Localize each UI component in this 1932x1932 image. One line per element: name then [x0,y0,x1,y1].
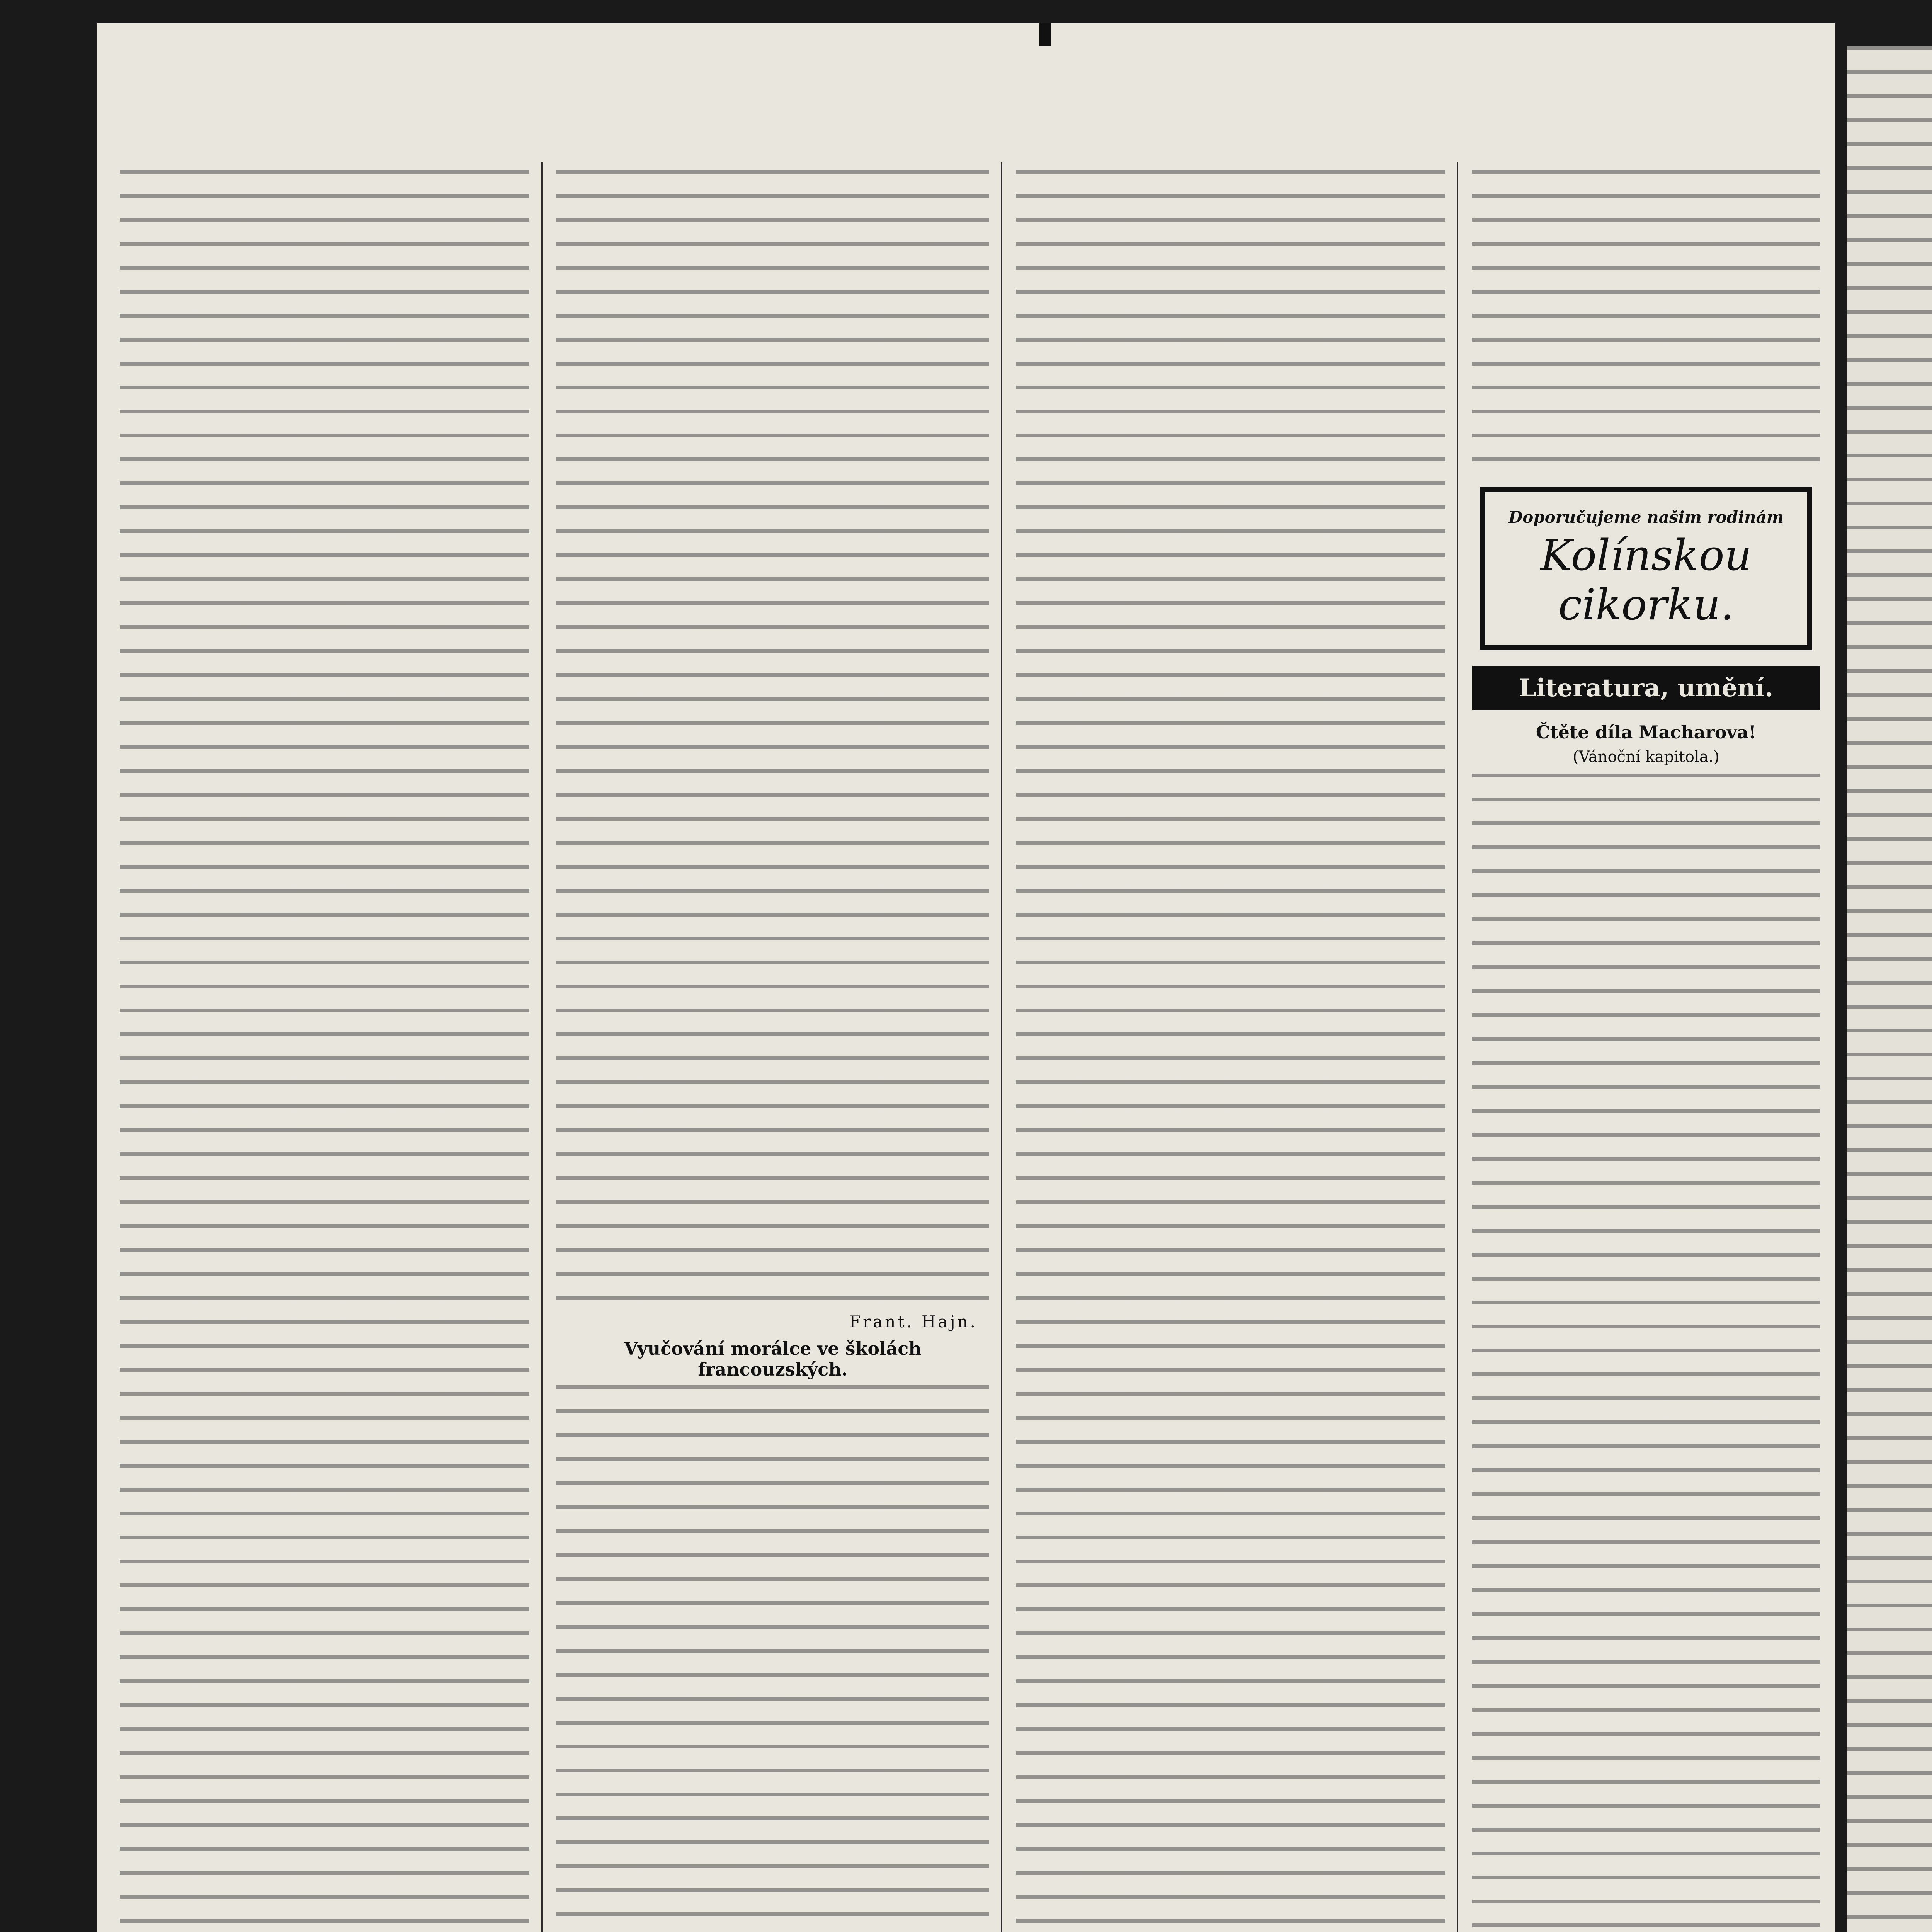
article-title: Vyučování morálce ve školách francouzských. [624,1338,922,1380]
column-4 [1472,170,1820,1932]
article-text-placeholder [120,170,529,1932]
column-2 [556,170,989,1932]
ad-product-name: Kolínskou cikorku. [1540,531,1752,629]
column-rule [1457,162,1458,1932]
article-subtitle: (Vánoční kapitola.) [1573,748,1719,766]
column-rule [1001,162,1002,1932]
column-rule [541,162,543,1932]
column-3 [1016,170,1445,1932]
column-1 [120,170,529,1932]
article-title: Čtěte díla Macharova! [1536,722,1757,743]
article-text-placeholder [1472,774,1820,1932]
article-text-placeholder [1016,170,1445,1932]
adjacent-page-edge [1847,46,1932,1932]
ad-tagline: Doporučujeme našim rodinám [1508,508,1784,527]
page-top-mark [1039,23,1051,46]
article-text-placeholder [1472,170,1820,471]
section-header: Literatura, umění. [1472,666,1820,710]
article-text-placeholder [556,1385,989,1932]
article-text-placeholder [556,170,989,1306]
adjacent-page-text-placeholder [1847,46,1932,1932]
newspaper-page [97,23,1835,1932]
chicory-advertisement [1480,487,1812,650]
article-signature: Frant. Hajn. [849,1312,978,1331]
